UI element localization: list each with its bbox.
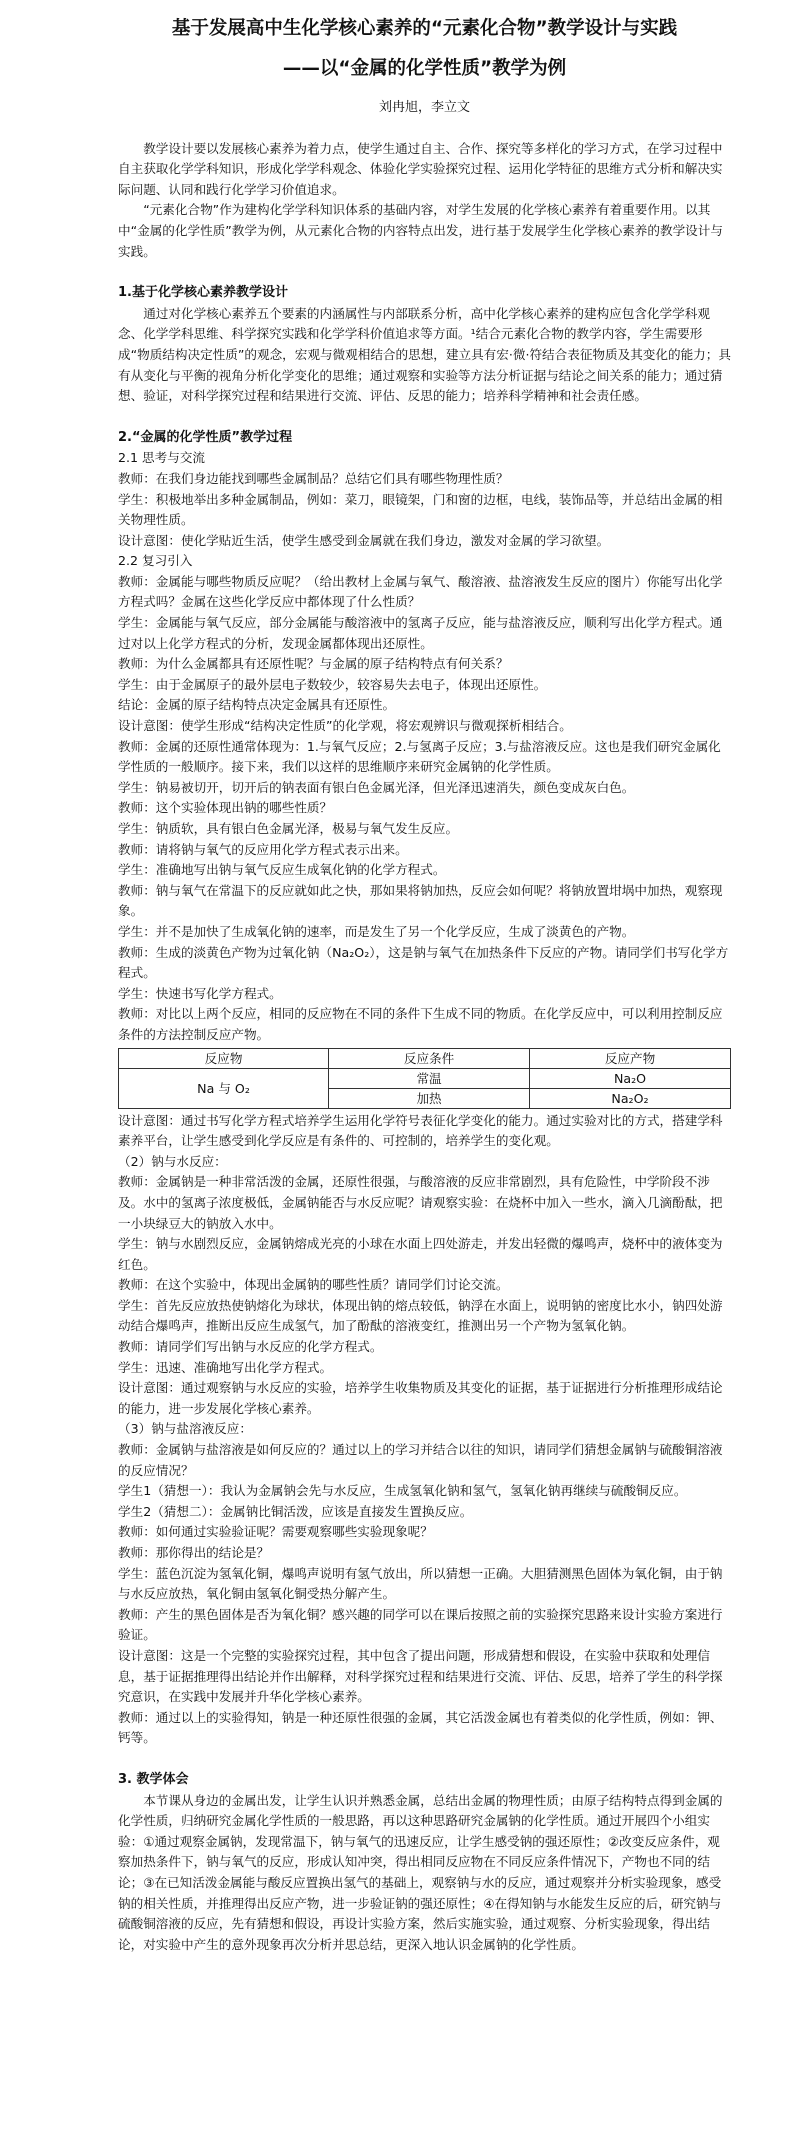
dialogue-line: 教师：那你得出的结论是？ (118, 1545, 270, 1560)
table-cell-product: Na₂O₂ (530, 1088, 731, 1108)
reaction-table (118, 1048, 731, 1109)
table-header-cell: 反应条件 (329, 1048, 530, 1068)
dialogue-line: 教师：对比以上两个反应，相同的反应物在不同的条件下生成不同的物质。在化学反应中，可以利用控制反应条件的方法控制反应产物。 (118, 1006, 723, 1042)
dialogue-line: 学生：钠易被切开，切开后的钠表面有银白色金属光泽，但光泽迅速消失，颜色变成灰白色。 (118, 779, 635, 795)
dialogue-line: 学生：由于金属原子的最外层电子数较少，较容易失去电子，体现出还原性。 (118, 676, 547, 692)
dialogue-block-1 (118, 469, 731, 551)
table-header-cell: 反应物 (119, 1048, 329, 1068)
dialogue-line: 教师：在这个实验中，体现出金属钠的哪些性质？请同学们讨论交流。 (118, 1277, 509, 1293)
dialogue-line: 学生：金属能与氧气反应，部分金属能与酸溶液中的氢离子反应，能与盐溶液反应，顺利写出化学方程式。通过对以上化学方程式的分析，发现金属都体现出还原性。 (118, 615, 723, 651)
dialogue-line: 学生：并不是加快了生成氧化钠的速率，而是发生了另一个化学反应，生成了淡黄色的产物。 (118, 923, 635, 939)
dialogue-line: 学生：钠质软，具有银白色金属光泽，极易与氧气发生反应。 (118, 821, 459, 836)
dialogue-line: 学生：准确地写出钠与氧气反应生成氧化钠的化学方程式。 (118, 862, 446, 878)
dialogue-line: 学生：蓝色沉淀为氢氧化铜，爆鸣声说明有氢气放出，所以猜想一正确。大胆猜测黑色固体为氧化铜，由于钠与水反应放热，氧化铜由氢氧化铜受热分解产生。 (118, 1565, 723, 1602)
dialogue-line: 教师：如何通过实验验证呢？需要观察哪些实验现象呢？ (118, 1524, 433, 1540)
subsection-na-water-heading: （2）钠与水反应： (118, 1153, 227, 1169)
table-header-row (119, 1048, 731, 1068)
dialogue-line: 教师：请同学们写出钠与水反应的化学方程式。 (118, 1339, 383, 1355)
dialogue-line: 教师：钠与氧气在常温下的反应就如此之快，那如果将钠加热，反应会如何呢？将钠放置坩埚中加热，观察现象。 (118, 882, 723, 919)
dialogue-line: 学生：快速书写化学方程式。 (118, 985, 282, 1001)
dialogue-line: 学生1（猜想一）：我认为金属钠会先与水反应，生成氢氧化钠和氢气，氢氧化钠再继续与硫酸铜反应。 (118, 1483, 687, 1499)
dialogue-line: 教师：金属的还原性通常体现为：1.与氧气反应；2.与氢离子反应；3.与盐溶液反应。这也是我们研究金属化学性质的一般顺序。接下来，我们以这样的思维顺序来研究金属钠的化学性质。 (118, 738, 721, 775)
dialogue-line: 教师：生成的淡黄色产物为过氧化钠（Na₂O₂），这是钠与氧气在加热条件下反应的产物。请同学们书写化学方程式。 (118, 944, 729, 981)
dialogue-line: 结论：金属的原子结构特点决定金属具有还原性。 (118, 697, 396, 713)
subsection-2-2-heading: 2.2 复习引入 (118, 553, 193, 569)
dialogue-line: 学生2（猜想二）：金属钠比铜活泼，应该是直接发生置换反应。 (118, 1503, 473, 1519)
section-2-heading: 2.“金属的化学性质”教学过程 (118, 429, 293, 445)
section-1-heading: 1.基于化学核心素养教学设计 (118, 285, 288, 301)
dialogue-line: 学生：迅速、准确地写出化学方程式。 (118, 1359, 333, 1375)
table-cell-product: Na₂O (530, 1068, 731, 1088)
subsection-2-1-heading: 2.1 思考与交流 (118, 450, 206, 466)
dialogue-line: 设计意图：通过书写化学方程式培养学生运用化学符号表征化学变化的能力。通过实验对比的方式，搭建学科素养平台，让学生感受到化学反应是有条件的、可控制的，培养学生的变化观。 (118, 1112, 723, 1149)
dialogue-line: 教师：在我们身边能找到哪些金属制品？总结它们具有哪些物理性质？ (118, 470, 509, 486)
table-header-cell: 反应产物 (530, 1048, 731, 1068)
section-1-body: 通过对化学核心素养五个要素的内涵属性与内部联系分析，高中化学核心素养的建构应包含化学学科观念、化学学科思维、科学探究实践和化学学科价值追求等方面。¹结合元素化合物的教学内容，学生需要形成“物质结构决定性质”的观念，宏观与微观相结合的思想，建立具有宏·微·符结合表征物质及其变化的能力；具有从变化与平衡的视角分析化学变化的思维；通过观察和实验等方法分析证据与结论之间关系的能力；通过猜想、验证，对科学探究过程和结果进行交流、评估、反思的能力；培养科学精神和社会责任感。 (118, 305, 731, 404)
dialogue-line: 学生：积极地举出多种金属制品，例如：菜刀，眼镜架，门和窗的边框，电线，装饰品等，并总结出金属的相关物理性质。 (118, 491, 723, 528)
table-cell-condition: 常温 (329, 1068, 530, 1088)
section-3-heading: 3. 教学体会 (118, 1771, 189, 1787)
dialogue-line: 教师：产生的黑色固体是否为氧化铜？感兴趣的同学可以在课后按照之前的实验探究思路来设计实验方案进行验证。 (118, 1606, 723, 1643)
dialogue-block-5 (118, 1440, 731, 1749)
dialogue-line: 教师：为什么金属都具有还原性呢？与金属的原子结构特点有何关系？ (118, 656, 509, 672)
paper-title: 基于发展高中生化学核心素养的“元素化合物”教学设计与实践 (171, 18, 678, 39)
section-3-body: 本节课从身边的金属出发，让学生认识并熟悉金属，总结出金属的物理性质；由原子结构特点得到金属的化学性质，归纳研究金属化学性质的一般思路，再以这种思路研究金属钠的化学性质。通过开展四个小组实验：①通过观察金属钠，发现常温下，钠与氧气的迅速反应，让学生感受钠的强还原性；②改变反应条件，观察加热条件下，钠与氧气的反应，形成认知冲突，得出相同反应物在不同反应条件情况下，产物也不同的结论；③在已知活泼金属能与酸反应置换出氢气的基础上，观察钠与水的反应，通过观察并分析实验现象，感受钠的相关性质，并推理得出反应产物，进一步验证钠的强还原性；④在得知钠与水能发生反应的后，研究钠与硫酸铜溶液的反应，先有猜想和假设，再设计实验方案，然后实施实验，通过观察、分析实验现象，得出结论，对实验中产生的意外现象再次分析并思总结，更深入地认识金属钠的化学性质。 (118, 1792, 723, 1952)
authors: 刘冉旭，李立文 (378, 100, 470, 115)
table-row (119, 1068, 731, 1088)
subsection-na-salt-heading: （3）钠与盐溶液反应： (118, 1421, 252, 1437)
dialogue-line: 设计意图：使化学贴近生活，使学生感受到金属就在我们身边，激发对金属的学习欲望。 (118, 532, 610, 548)
table-cell-condition: 加热 (329, 1088, 530, 1108)
dialogue-line: 教师：金属能与哪些物质反应呢？（给出教材上金属与氧气、酸溶液、盐溶液发生反应的图片）你能写出化学方程式吗？金属在这些化学反应中都体现了什么性质？ (118, 573, 723, 610)
dialogue-line: 教师：请将钠与氧气的反应用化学方程式表示出来。 (118, 841, 408, 857)
dialogue-line: 教师：这个实验体现出钠的哪些性质？ (118, 800, 333, 816)
table-cell-reactant: Na 与 O₂ (119, 1068, 329, 1108)
dialogue-line: 教师：金属钠是一种非常活泼的金属，还原性很强，与酸溶液的反应非常剧烈，具有危险性，中学阶段不涉及。水中的氢离子浓度极低，金属钠能否与水反应呢？请观察实验：在烧杯中加入一些水，滴入几滴酚酞，把一小块绿豆大的钠放入水中。 (118, 1174, 723, 1231)
dialogue-line: 设计意图：这是一个完整的实验探究过程，其中包含了提出问题，形成猜想和假设，在实验中获取和处理信息，基于证据推理得出结论并作出解释，对科学探究过程和结果进行交流、评估、反思，培养了学生的科学探究意识，在实践中发展并升华化学核心素养。 (118, 1647, 723, 1705)
dialogue-line: 学生：钠与水剧烈反应，金属钠熔成光亮的小球在水面上四处游走，并发出轻微的爆鸣声，烧杯中的液体变为红色。 (118, 1236, 723, 1272)
dialogue-block-2 (118, 572, 731, 1046)
dialogue-line: 设计意图：通过观察钠与水反应的实验，培养学生收集物质及其变化的证据，基于证据进行分析推理形成结论的能力，进一步发展化学核心素养。 (118, 1380, 723, 1416)
paper-subtitle: ——以“金属的化学性质”教学为例 (282, 58, 567, 79)
dialogue-block-4 (118, 1172, 731, 1419)
dialogue-line: 教师：金属钠与盐溶液是如何反应的？通过以上的学习并结合以往的知识，请同学们猜想金属钠与硫酸铜溶液的反应情况？ (118, 1442, 723, 1478)
dialogue-line: 学生：首先反应放热使钠熔化为球状，体现出钠的熔点较低，钠浮在水面上，说明钠的密度比水小，钠四处游动结合爆鸣声，推断出反应生成氢气，加了酚酞的溶液变红，推测出另一个产物为氢氧化钠。 (118, 1297, 723, 1334)
dialogue-block-3 (118, 1111, 731, 1152)
abstract-paragraph-2: “元素化合物”作为建构化学学科知识体系的基础内容，对学生发展的化学核心素养有着重要作用。以其中“金属的化学性质”教学为例，从元素化合物的内容特点出发，进行基于发展学生化学核心素养的教学设计与实践。 (118, 202, 723, 259)
abstract-paragraph-1: 教学设计要以发展核心素养为着力点，使学生通过自主、合作、探究等多样化的学习方式，在学习过程中自主获取化学学科知识，形成化学学科观念、体验化学实验探究过程、运用化学特征的思维方式分析和解决实际问题、认同和践行化学学习价值追求。 (118, 140, 723, 197)
dialogue-line: 设计意图：使学生形成“结构决定性质”的化学观，将宏观辨识与微观探析相结合。 (118, 718, 572, 734)
dialogue-line: 教师：通过以上的实验得知，钠是一种还原性很强的金属，其它活泼金属也有着类似的化学性质，例如：钾、钙等。 (118, 1709, 723, 1746)
